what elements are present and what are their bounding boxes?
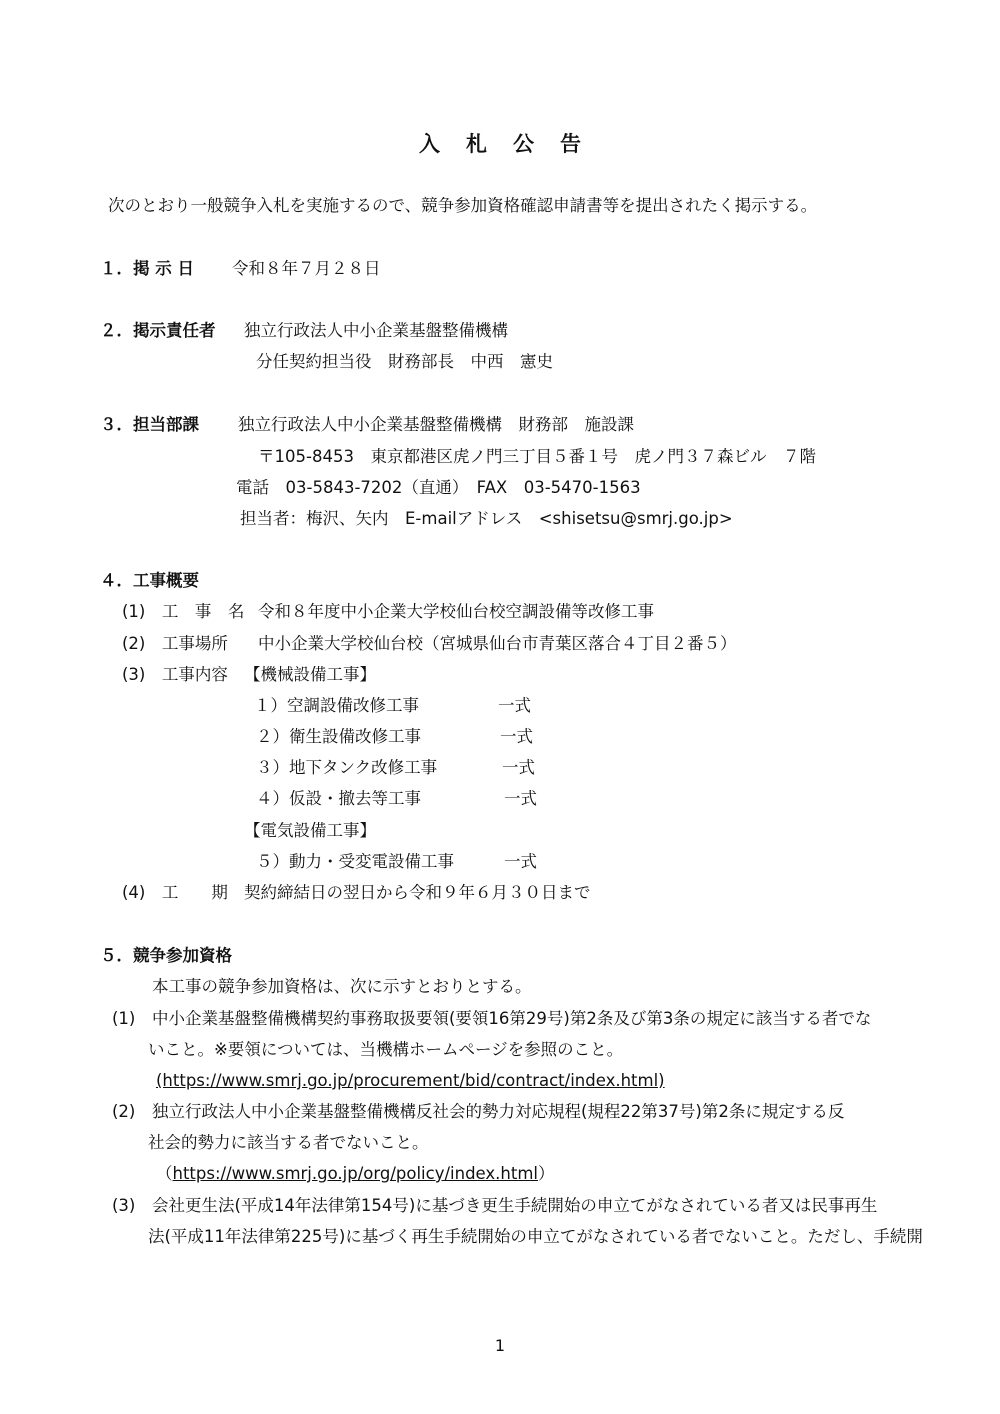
work-period-label: (4) 工 期	[122, 883, 228, 902]
policy-link-line	[156, 1163, 555, 1185]
section-5-heading: ５．競争参加資格	[100, 946, 232, 965]
paren-close: ）	[538, 1164, 555, 1183]
section-2-heading: ２．掲示責任者	[100, 321, 216, 340]
section-4-heading: ４．工事概要	[100, 571, 199, 590]
page-title: 入札公告	[419, 132, 607, 156]
work-place-value: 中小企業大学校仙台校（宮城県仙台市青葉区落合４丁目２番５）	[258, 634, 737, 653]
work-content-label: (3) 工事内容	[122, 665, 228, 684]
work-item-label: ５）動力・受変電設備工事	[256, 852, 454, 871]
address: 〒105-8453 東京都港区虎ノ門三丁目５番１号 虎ノ門３７森ビル ７階	[258, 447, 816, 466]
qualification-intro: 本工事の競争参加資格は、次に示すとおりとする。	[152, 977, 532, 996]
item-number: (1)	[112, 1009, 136, 1028]
work-item-qty: 一式	[504, 852, 537, 871]
qualification-2-line-1: 独立行政法人中小企業基盤整備機構反社会的勢力対応規程(規程22第37号)第2条に規定する反	[152, 1102, 845, 1121]
work-item-qty: 一式	[498, 696, 531, 715]
work-item-label: ４）仮設・撤去等工事	[256, 789, 421, 808]
section-1-heading: １．掲 示 日	[100, 259, 194, 278]
work-item-qty: 一式	[502, 758, 535, 777]
work-item-qty: 一式	[500, 727, 533, 746]
work-item-label: １）空調設備改修工事	[254, 696, 419, 715]
phone-fax: 電話 03-5843-7202（直通） FAX 03-5470-1563	[236, 478, 641, 497]
work-period-value: 契約締結日の翌日から令和９年６月３０日まで	[244, 883, 591, 902]
intro-text: 次のとおり一般競争入札を実施するので、競争参加資格確認申請書等を提出されたく掲示する。	[108, 196, 818, 215]
qualification-1-line-2: いこと。※要領については、当機構ホームページを参照のこと。	[148, 1040, 624, 1059]
work-name-label: (1) 工 事 名	[122, 602, 245, 621]
work-item-label: ２）衛生設備改修工事	[256, 727, 421, 746]
contract-rules-link[interactable]: (https://www.smrj.go.jp/procurement/bid/contract/index.html)	[156, 1071, 665, 1090]
responsible-org: 独立行政法人中小企業基盤整備機構	[244, 321, 508, 340]
item-number: (3)	[112, 1196, 136, 1215]
page-number: 1	[494, 1336, 506, 1355]
group-mechanical: 【機械設備工事】	[244, 665, 376, 684]
department: 独立行政法人中小企業基盤整備機構 財務部 施設課	[238, 415, 634, 434]
paren-open: （	[156, 1164, 173, 1183]
policy-link[interactable]: https://www.smrj.go.jp/org/policy/index.html	[172, 1164, 539, 1183]
qualification-3-line-2: 法(平成11年法律第225号)に基づく再生手続開始の申立てがなされている者でないこと。ただし、手続開	[148, 1227, 923, 1246]
posting-date: 令和８年７月２８日	[232, 259, 381, 278]
work-item-label: ３）地下タンク改修工事	[256, 758, 438, 777]
work-place-label: (2) 工事場所	[122, 634, 228, 653]
contact-email: 担当者：梅沢、矢内 E-mailアドレス <shisetsu@smrj.go.jp>	[240, 509, 733, 528]
item-number: (2)	[112, 1102, 136, 1121]
group-electrical: 【電気設備工事】	[244, 821, 376, 840]
work-name-value: 令和８年度中小企業大学校仙台校空調設備等改修工事	[258, 602, 654, 621]
responsible-person: 分任契約担当役 財務部長 中西 憲史	[256, 352, 553, 371]
qualification-3-line-1: 会社更生法(平成14年法律第154号)に基づき更生手続開始の申立てがなされている者又は民事再生	[152, 1196, 878, 1215]
work-item-qty: 一式	[504, 789, 537, 808]
qualification-2-line-2: 社会的勢力に該当する者でないこと。	[148, 1133, 429, 1152]
section-3-heading: ３．担当部課	[100, 415, 199, 434]
qualification-1-line-1: 中小企業基盤整備機構契約事務取扱要領(要領16第29号)第2条及び第3条の規定に該当する者でな	[152, 1009, 872, 1028]
